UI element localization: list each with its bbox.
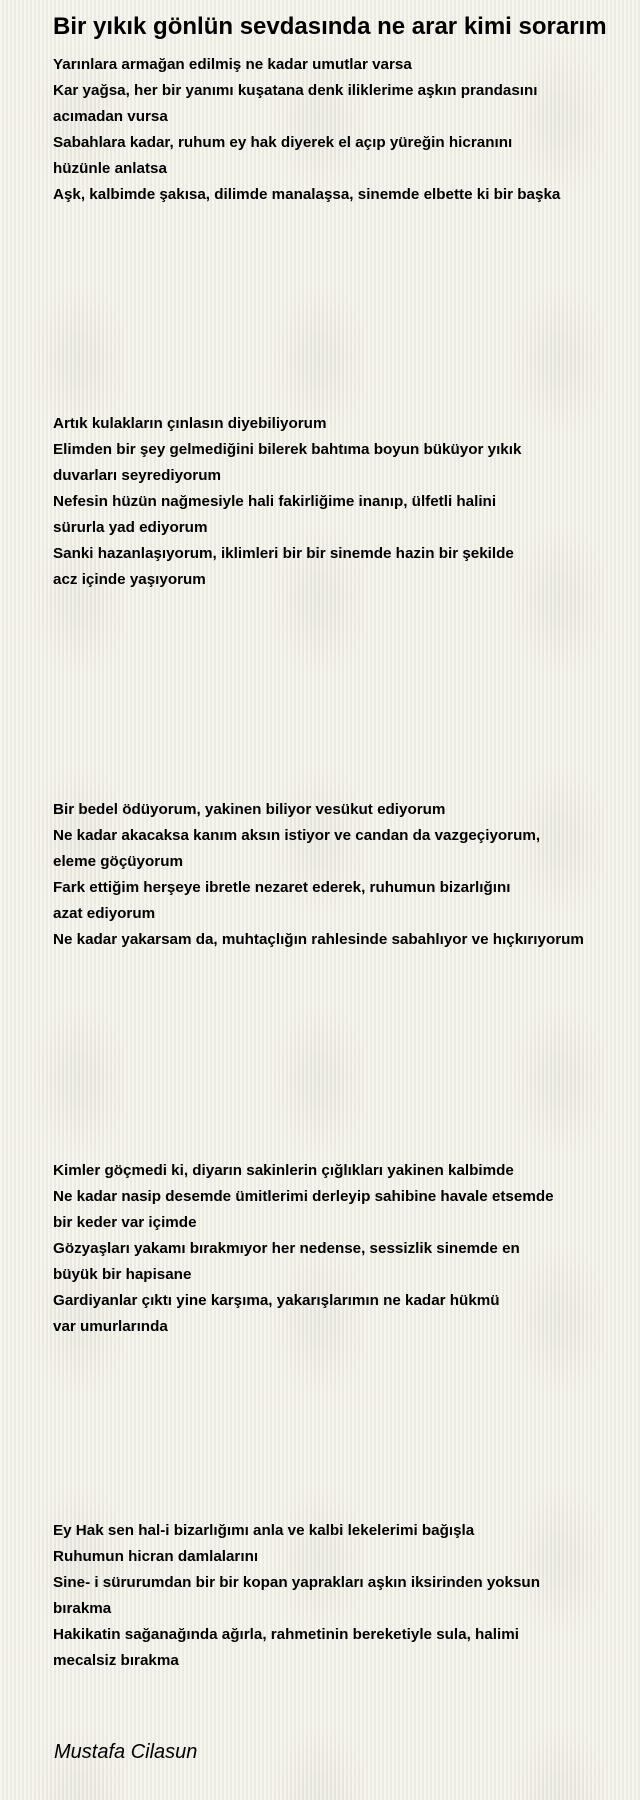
poem-line: Fark ettiğim herşeye ibretle nezaret ederek, ruhumun bizarlığını [53,879,511,896]
poem-stanza [53,411,521,593]
poem-line: Bir bedel ödüyorum, yakinen biliyor vesükut ediyorum [53,801,446,818]
poem-line: Ey Hak sen hal-i bizarlığımı anla ve kalbi lekelerimi bağışla [53,1522,475,1539]
poem-stanza [53,1158,554,1340]
poem-line: Nefesin hüzün nağmesiyle hali fakirliğime inanıp, ülfetli halini [53,493,497,510]
poem-line: var umurlarında [53,1318,168,1335]
poem-line: Ruhumun hicran damlalarını [53,1548,259,1565]
poem-title: Bir yıkık gönlün sevdasında ne arar kimi sorarım [53,13,607,40]
poem-line: sürurla yad ediyorum [53,519,208,536]
poem-line: Gözyaşları yakamı bırakmıyor her nedense, sessizlik sinemde en [53,1240,520,1257]
poem-line: Yarınlara armağan edilmiş ne kadar umutlar varsa [53,56,412,73]
poem-line: Sabahlara kadar, ruhum ey hak diyerek el açıp yüreğin hicranını [53,134,513,151]
poem-line: Ne kadar yakarsam da, muhtaçlığın rahlesinde sabahlıyor ve hıçkırıyorum [53,931,584,948]
poem-line: acımadan vursa [53,108,168,125]
poem-line: Ne kadar nasip desemde ümitlerimi derleyip sahibine havale etsemde [53,1188,554,1205]
poem-line: bırakma [53,1600,112,1617]
poem-stanza [53,797,584,953]
poem-stanza [53,1518,540,1674]
poem-line: büyük bir hapisane [53,1266,192,1283]
poem-line: bir keder var içimde [53,1214,197,1231]
poem-line: Artık kulakların çınlasın diyebiliyorum [53,415,327,432]
poem-line: Sine- i sürurumdan bir bir kopan yaprakları aşkın iksirinden yoksun [53,1574,540,1591]
poem-line: hüzünle anlatsa [53,160,167,177]
poem-author: Mustafa Cilasun [54,1741,198,1763]
poem-line: Elimden bir şey gelmediğini bilerek bahtıma boyun büküyor yıkık [53,441,522,458]
poem-line: acz içinde yaşıyorum [53,571,206,588]
poem-line: Aşk, kalbimde şakısa, dilimde manalaşsa, sinemde elbette ki bir başka [53,186,561,203]
poem-line: mecalsiz bırakma [53,1652,179,1669]
poem-line: Sanki hazanlaşıyorum, iklimleri bir bir sinemde hazin bir şekilde [53,545,514,562]
poem-line: Hakikatin sağanağında ağırla, rahmetinin bereketiyle sula, halimi [53,1626,519,1643]
poem-line: Ne kadar akacaksa kanım aksın istiyor ve candan da vazgeçiyorum, [53,827,541,844]
poem-line: eleme göçüyorum [53,853,183,870]
poem-line: duvarları seyrediyorum [53,467,221,484]
poem-line: Kimler göçmedi ki, diyarın sakinlerin çığlıkları yakinen kalbimde [53,1162,514,1179]
poem-line: Kar yağsa, her bir yanımı kuşatana denk iliklerime aşkın prandasını [53,82,538,99]
poem-stanza [53,52,560,208]
poem-line: Gardiyanlar çıktı yine karşıma, yakarışlarımın ne kadar hükmü [53,1292,500,1309]
poem-line: azat ediyorum [53,905,156,922]
